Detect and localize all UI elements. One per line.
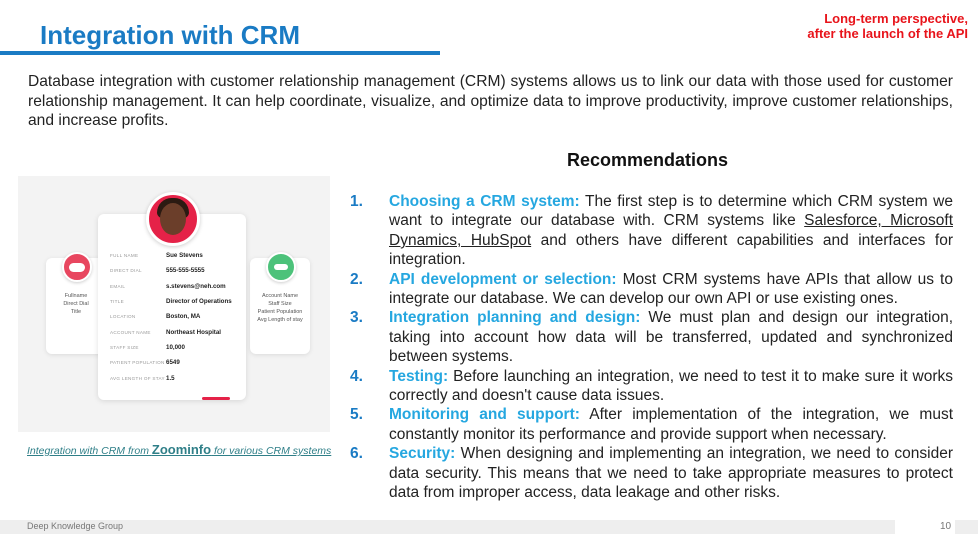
field-key: EMAIL <box>110 283 126 289</box>
list-text: After implementation of the integration, we must constantly monitor its performance and provide support when necessary. <box>389 406 953 443</box>
field-value: 555-555-5555 <box>166 267 205 275</box>
page-number: 10 <box>940 521 952 532</box>
list-text: We must plan and design our integration, taking into account how data will be transferred, updated and synchronized between systems. <box>389 309 954 366</box>
card-accent-bar <box>202 397 230 400</box>
title-underline <box>0 51 440 55</box>
field-key: AVG LENGTH OF STAY <box>110 375 165 381</box>
field-key: STAFF SIZE <box>110 344 139 350</box>
corner-note <box>807 11 968 41</box>
avatar <box>146 192 200 246</box>
list-number: 6. <box>350 445 363 463</box>
right-card-line: Avg Length of stay <box>257 317 303 323</box>
profile-field <box>110 279 240 294</box>
list-item <box>350 444 953 502</box>
right-account-card <box>250 258 310 354</box>
field-key: TITLE <box>110 299 125 305</box>
list-label: Monitoring and support: <box>389 406 580 424</box>
field-key: DIRECT DIAL <box>110 268 142 274</box>
avatar-face <box>160 203 186 235</box>
corner-note-line1: Long-term perspective, <box>824 11 968 26</box>
recommendations-list <box>350 192 953 503</box>
profile-field <box>110 248 240 263</box>
list-text: Most CRM systems have APIs that allow us to integrate our database. We can develop our own API or use existing ones. <box>389 270 953 308</box>
field-key: LOCATION <box>110 314 136 320</box>
page-title: Integration with CRM <box>40 20 300 50</box>
profile-field <box>110 355 240 370</box>
list-label: Choosing a CRM system: <box>389 193 580 210</box>
list-item <box>350 270 953 309</box>
list-number: 1. <box>350 193 363 210</box>
cloud-badge-icon <box>62 252 92 282</box>
profile-field <box>110 309 240 324</box>
list-text: Before launching an integration, we need to test it to make sure it works correctly and doesn't cause data issues. <box>389 367 953 405</box>
profile-field <box>110 370 240 385</box>
left-contact-card <box>46 258 106 354</box>
field-value: 6549 <box>166 359 180 367</box>
right-card-line: Staff Size <box>268 301 292 307</box>
right-card-line: Account Name <box>261 293 299 299</box>
footer-bar <box>0 520 978 534</box>
list-item <box>350 367 953 406</box>
list-number: 2. <box>350 270 363 288</box>
footer-company: Deep Knowledge Group <box>27 521 124 531</box>
list-text: and others have different capabilities and interfaces for integration. <box>389 231 953 269</box>
database-badge-icon <box>266 252 296 282</box>
list-label: API development or selection: <box>389 270 617 288</box>
corner-note-line2: after the launch of the API <box>807 26 968 41</box>
profile-field <box>110 263 240 278</box>
list-item <box>350 405 953 444</box>
field-value: Northeast Hospital <box>166 328 222 336</box>
field-value: 10,000 <box>166 343 185 351</box>
field-value: Boston, MA <box>166 313 201 321</box>
list-text: The first step is to determine which CRM system we want to integrate our database with. CRM systems like <box>389 193 953 230</box>
field-value: s.stevens@neh.com <box>166 282 226 290</box>
list-item <box>350 192 953 270</box>
intro-paragraph: Database integration with customer relationship management (CRM) systems allows us to link our data with those used for customer relationship management. It can help coordinate, visualize, and optimize data to improve productivity, improve customer relationships, and increase profits. <box>28 73 953 129</box>
profile-fields <box>110 248 240 386</box>
caption-text: Integration with CRM from <box>27 445 152 457</box>
list-item <box>350 308 953 366</box>
profile-field <box>110 324 240 339</box>
list-label: Security: <box>389 445 456 463</box>
crm-illustration <box>18 176 330 432</box>
caption-brand-link[interactable]: Zoominfo <box>151 442 212 457</box>
field-key: FULL NAME <box>110 253 139 259</box>
left-card-line: Direct Dial <box>63 301 89 307</box>
illustration-caption[interactable] <box>27 442 331 457</box>
list-label: Testing: <box>389 367 449 385</box>
recommendations-heading: Recommendations <box>567 150 729 170</box>
list-number: 4. <box>350 367 363 385</box>
field-value: Director of Operations <box>166 298 232 306</box>
profile-field <box>110 340 240 355</box>
profile-field <box>110 294 240 309</box>
right-card-line: Patient Population <box>257 309 303 315</box>
field-key: ACCOUNT NAME <box>110 329 151 335</box>
field-value: 1.5 <box>166 374 175 382</box>
left-card-line: Title <box>70 309 82 315</box>
list-label: Integration planning and design: <box>389 309 641 327</box>
list-text: When designing and implementing an integration, we need to consider data security. This means that we need to take appropriate measures to protect data from improper access, data leakage and other risks. <box>389 445 953 502</box>
caption-text: for various CRM systems <box>211 445 332 457</box>
field-key: PATIENT POPULATION <box>110 360 165 366</box>
list-number: 5. <box>350 406 363 424</box>
field-value: Sue Stevens <box>166 252 203 260</box>
list-number: 3. <box>350 309 363 327</box>
left-card-line: Fullname <box>64 293 88 299</box>
crm-systems-link[interactable]: Salesforce, Microsoft Dynamics, HubSpot <box>389 212 953 249</box>
